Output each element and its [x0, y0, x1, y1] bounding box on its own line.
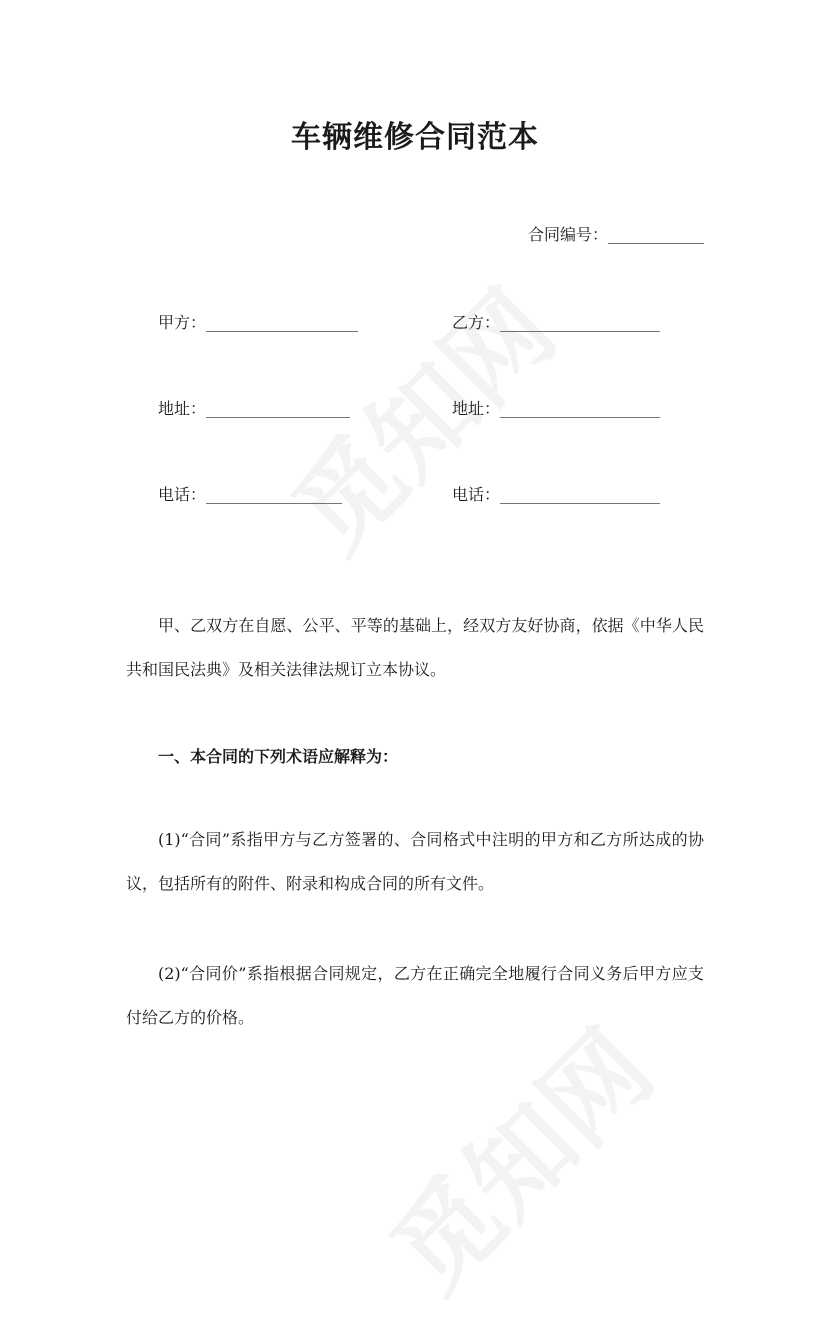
definition-paragraph: (2)“合同价”系指根据合同规定，乙方在正确完全地履行合同义务后甲方应支付给乙方的价格。 — [126, 964, 704, 1027]
party-b-address: 地址：____________________ — [452, 399, 661, 418]
party-b-name: 乙方：____________________ — [452, 313, 661, 332]
party-a-address: 地址：__________________ — [158, 399, 351, 418]
document-title: 车辆维修合同范本 — [291, 120, 539, 155]
definition-paragraph: (1)“合同”系指甲方与乙方签署的、合同格式中注明的甲方和乙方所达成的协议，包括所有的附件、附录和构成合同的所有文件。 — [126, 830, 704, 893]
party-b-phone: 电话：____________________ — [452, 485, 661, 504]
watermark — [353, 992, 680, 1318]
intro-paragraph: 甲、乙双方在自愿、公平、平等的基础上，经双方友好协商，依据《中华人民共和国民法典》及相关法律法规订立本协议。 — [126, 616, 704, 679]
party-a-name: 甲方：___________________ — [158, 313, 359, 332]
contract-number: 合同编号：____________ — [527, 225, 704, 244]
section-heading: 一、本合同的下列术语应解释为： — [158, 747, 399, 766]
party-a-phone: 电话：_________________ — [158, 485, 343, 504]
